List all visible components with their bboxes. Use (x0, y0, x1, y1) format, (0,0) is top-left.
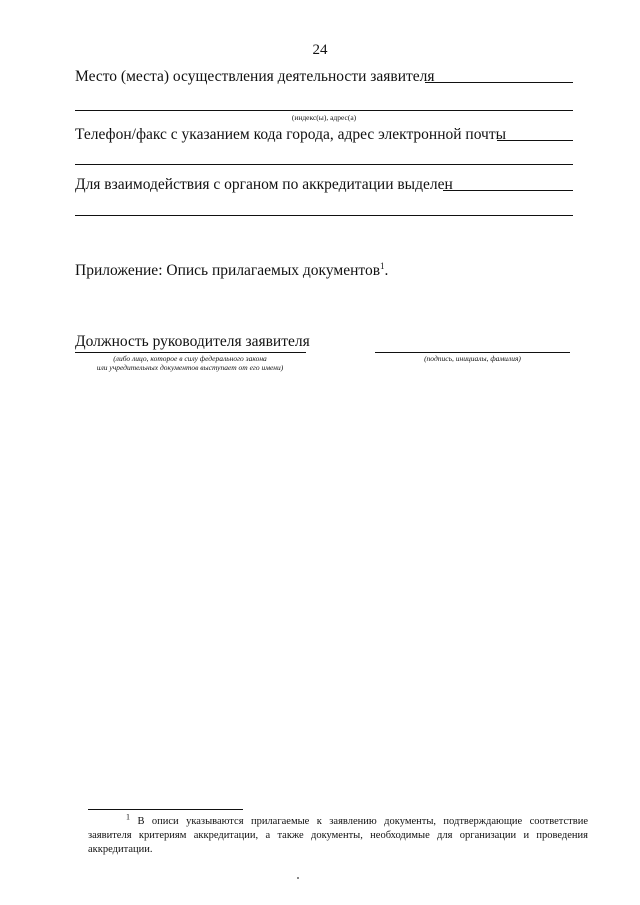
page-number: 24 (312, 42, 328, 58)
phone-fax-label: Телефон/факс с указанием кода города, адрес электронной почты (75, 126, 507, 143)
interaction-fill-line (443, 190, 573, 191)
footnote-separator (88, 809, 243, 810)
head-position-line (75, 352, 306, 353)
signature-caption: (подпись, инициалы, фамилия) (424, 354, 521, 363)
head-position-caption-2: или учредительных документов выступает от его имени) (96, 363, 284, 372)
attachment-footnote-marker: 1 (380, 260, 385, 271)
head-position-caption-1: (либо лицо, которое в силу федерального закона (113, 354, 267, 363)
scan-dot (297, 877, 299, 879)
footnote-marker: 1 (126, 812, 130, 822)
place-of-activity-label: Место (места) осуществления деятельности заявителя (75, 68, 435, 85)
attachment-label: Приложение: Опись прилагаемых документов (75, 262, 381, 279)
head-position-label: Должность руководителя заявителя (75, 333, 310, 350)
phone-fax-fill-line (497, 140, 573, 141)
footnote-text: В описи указываются прилагаемые к заявлению документы, подтверждающие соответствие заявителя критериям аккредитации, а также документы, необходимые для организации и проведения аккредитации. (88, 816, 589, 855)
signature-line (375, 352, 570, 353)
phone-fax-second-line (75, 164, 573, 165)
attachment-trailing: . (384, 262, 389, 279)
place-of-activity-fill-line (425, 82, 573, 83)
interaction-second-line (75, 215, 573, 216)
attachment-line (75, 262, 388, 280)
interaction-label: Для взаимодействия с органом по аккредитации выделен (75, 176, 453, 193)
footnote (88, 812, 589, 857)
place-of-activity-caption: (индекс(ы), адрес(а) (291, 113, 357, 122)
place-of-activity-second-line (75, 110, 573, 111)
